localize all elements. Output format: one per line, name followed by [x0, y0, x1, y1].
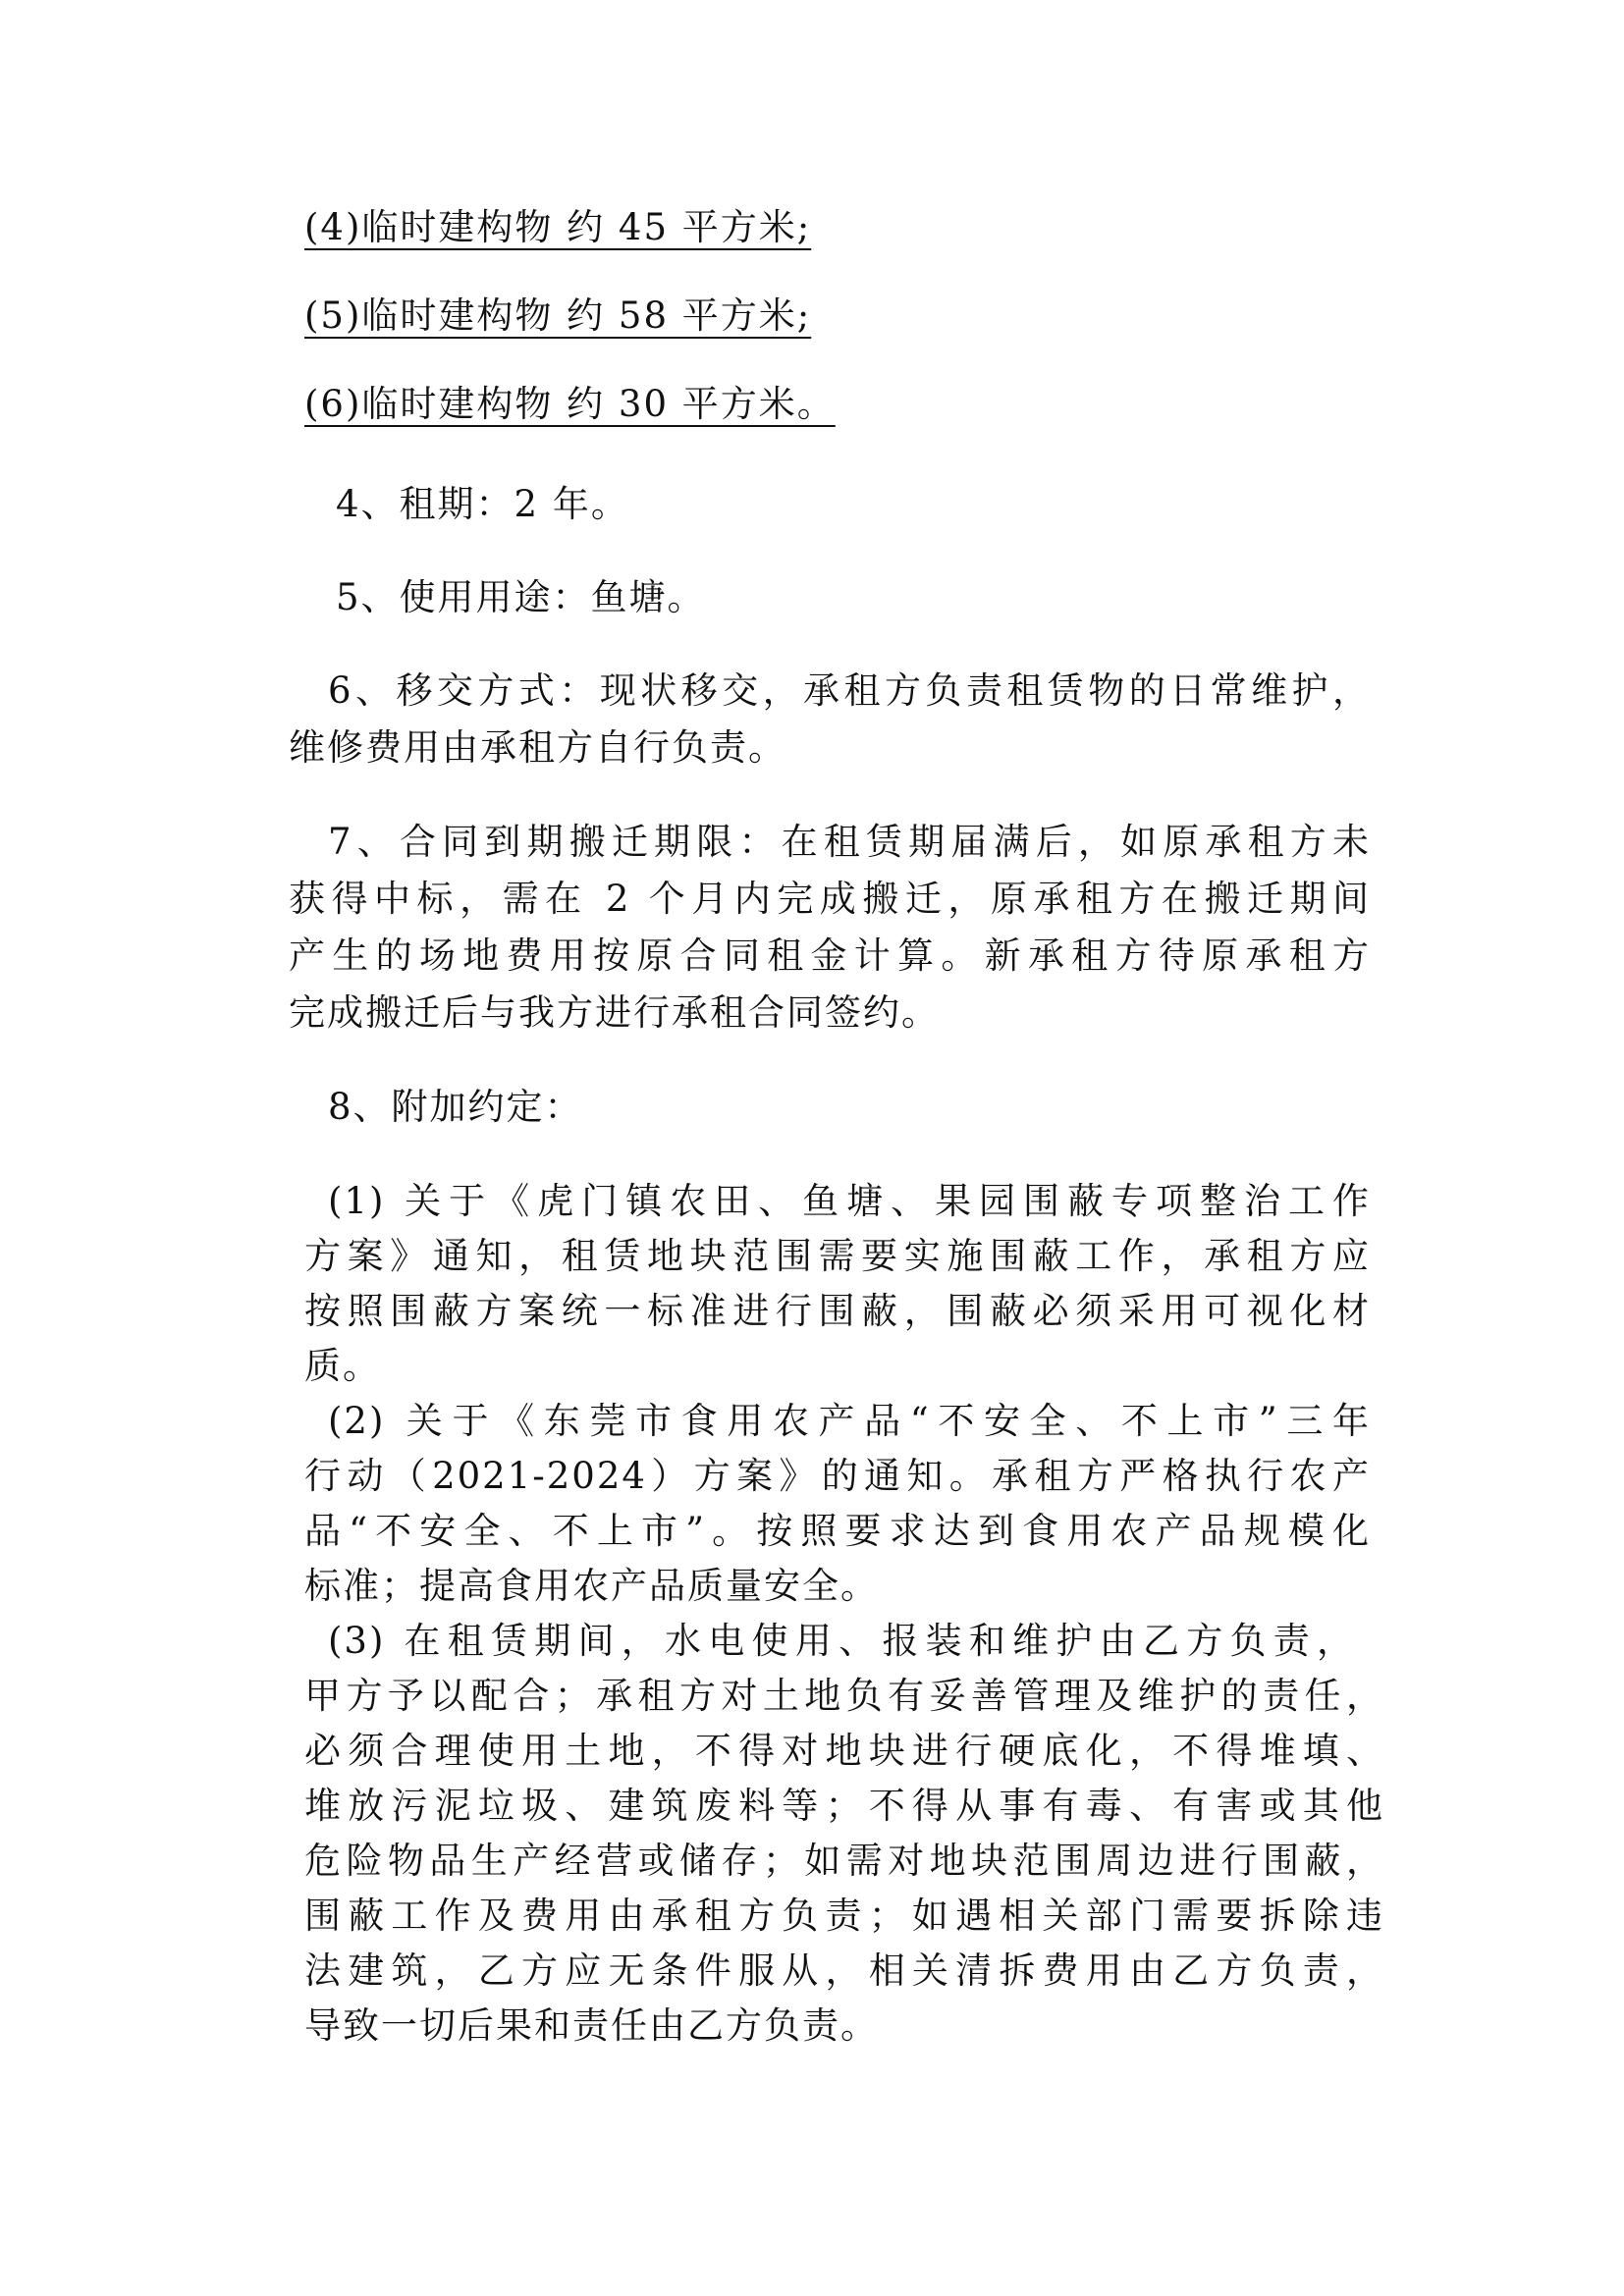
- structure-item-4: (4)临时建构物 约 45 平方米;: [304, 206, 812, 248]
- structure-item-5: (5)临时建构物 约 58 平方米;: [304, 294, 812, 337]
- lease-term: 4、租期：2 年。: [336, 483, 629, 525]
- clause2-line-4: 标准；提高食用农产品质量安全。: [304, 1565, 879, 1607]
- usage-purpose: 5、使用用途：鱼塘。: [336, 576, 706, 618]
- clause3-line-7: 法建筑，乙方应无条件服从，相关清拆费用由乙方负责，: [304, 1949, 1384, 1992]
- handover-line-1: 6、移交方式：现状移交，承租方负责租赁物的日常维护，: [328, 669, 1371, 712]
- clause2-line-3: 品“不安全、不上市”。按照要求达到食用农产品规模化: [304, 1510, 1371, 1552]
- handover-line-2: 维修费用由承租方自行负责。: [289, 726, 786, 769]
- clause1-line-2: 方案》通知，租赁地块范围需要实施围蔽工作，承租方应: [304, 1235, 1371, 1277]
- clause3-line-4: 堆放污泥垃圾、建筑废料等；不得从事有毒、有害或其他: [304, 1785, 1384, 1827]
- clause3-line-8: 导致一切后果和责任由乙方负责。: [304, 2004, 879, 2047]
- clause3-line-3: 必须合理使用土地，不得对地块进行硬底化，不得堆填、: [304, 1730, 1384, 1772]
- clause1-line-1: (1) 关于《虎门镇农田、鱼塘、果园围蔽专项整治工作: [328, 1180, 1371, 1222]
- relocation-line-3: 产生的场地费用按原合同租金计算。新承租方待原承租方: [289, 934, 1371, 977]
- clause3-line-2: 甲方予以配合；承租方对土地负有妥善管理及维护的责任，: [304, 1675, 1384, 1717]
- relocation-line-1: 7、合同到期搬迁期限：在租赁期届满后，如原承租方未: [328, 821, 1371, 863]
- clause3-line-1: (3) 在租赁期间，水电使用、报装和维护由乙方负责，: [328, 1620, 1355, 1662]
- clause2-line-2: 行动（2021-2024）方案》的通知。承租方严格执行农产: [304, 1455, 1371, 1497]
- clause2-line-1: (2) 关于《东莞市食用农产品“不安全、不上市”三年: [328, 1400, 1371, 1442]
- relocation-line-4: 完成搬迁后与我方进行承租合同签约。: [289, 991, 940, 1034]
- clause1-line-3: 按照围蔽方案统一标准进行围蔽，围蔽必须采用可视化材: [304, 1290, 1371, 1332]
- clause3-line-6: 围蔽工作及费用由承租方负责；如遇相关部门需要拆除违: [304, 1895, 1384, 1937]
- additional-terms-title: 8、附加约定：: [328, 1086, 583, 1128]
- relocation-line-2: 获得中标，需在 2 个月内完成搬迁，原承租方在搬迁期间: [289, 878, 1371, 920]
- clause1-line-4: 质。: [304, 1345, 381, 1387]
- structure-item-6: (6)临时建构物 约 30 平方米。: [304, 383, 836, 425]
- clause3-line-5: 危险物品生产经营或储存；如需对地块范围周边进行围蔽，: [304, 1840, 1384, 1882]
